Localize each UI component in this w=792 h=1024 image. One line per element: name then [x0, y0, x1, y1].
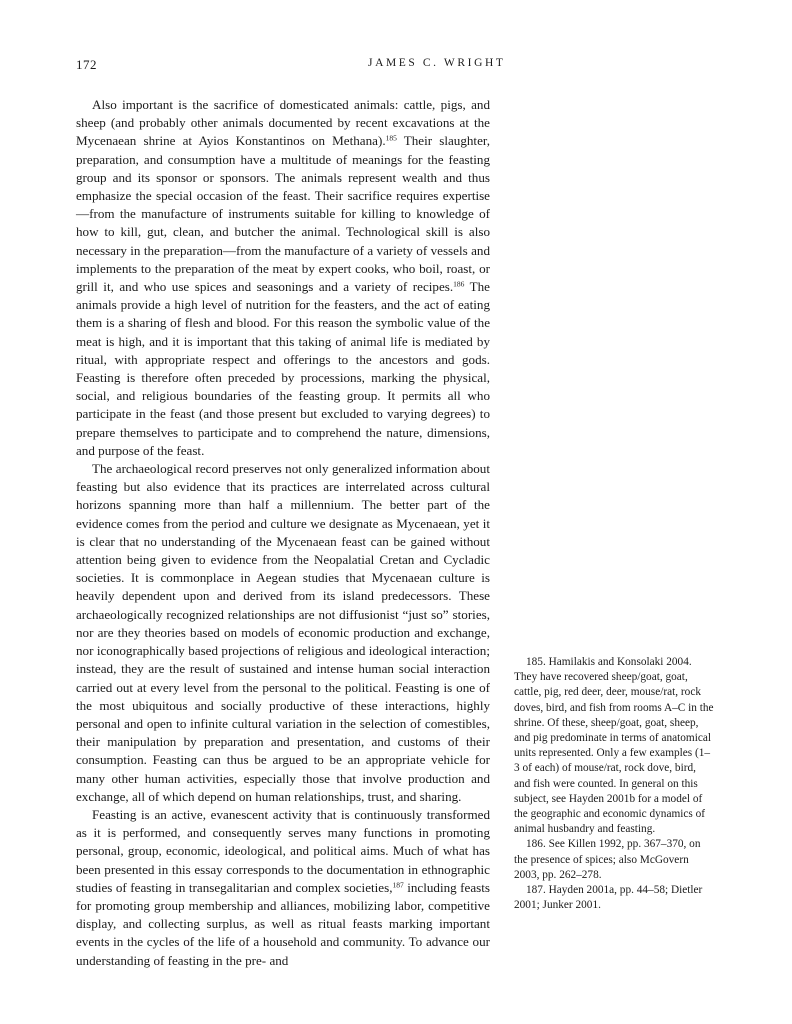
footnote-186: 186. See Killen 1992, pp. 367–370, on the presence of spices; also McGovern 2003, pp. 262–278. [514, 838, 701, 881]
running-head: JAMES C. WRIGHT [368, 57, 506, 69]
note-ref-187: 187 [392, 880, 404, 890]
page-number: 172 [76, 57, 97, 72]
paragraph-1-part-b: Their slaughter, preparation, and consumption have a multitude of meanings for the feasting group and its sponsor or sponsors. The animals represent wealth and thus emphasize the special occasion of the feast. Their sacrifice requires expertise—from the manufacture of instruments suitable for killing to knowledge of how to kill, gut, clean, and butcher the animal. Technological skill is also necessary in the preparation—from the manufacture of a variety of vessels and implements to the preparation of the meat by expert cooks, who boil, roast, or grill it, and who use spices and seasonings and a variety of recipes. [76, 133, 490, 295]
paragraph-1-part-c: The animals provide a high level of nutrition for the feasters, and the act of eating them is a sharing of flesh and blood. For this reason the symbolic value of the meat is high, and it is important that this taking of animal life is mediated by ritual, with appropriate respect and offerings to the ancestors and gods. Feasting is therefore often preceded by processions, marking the physical, social, and religious boundaries of the feasting group. It permits all who participate in the feast (and those present but excluded to varying degrees) to prepare themselves to participate and to comprehend the nature, dimensions, and purpose of the feast. [76, 279, 490, 458]
note-ref-186: 186 [453, 279, 465, 289]
footnote-185: 185. Hamilakis and Konsolaki 2004. They have recovered sheep/goat, goat, cattle, pig, red deer, deer, mouse/rat, rock doves, bird, and fish from rooms A–C in the shrine. Of these, sheep/goat, goat, sheep, and pig predominate in terms of anatomical units represented. Only a few examples (1–3 of each) of mouse/rat, rock dove, bird, and fish were counted. In general on this subject, see Hayden 2001b for a model of the geographic and economic dynamics of animal husbandry and feasting. [514, 656, 714, 836]
paragraph-1 [76, 96, 490, 460]
paragraph-3-part-b: including feasts for promoting group membership and alliances, mobilizing labor, competitive display, and collecting surplus, as well as ritual feasts marking important events in the cycles of the life of a household and community. To advance our understanding of feasting in the pre- and [76, 879, 490, 968]
paragraph-3 [76, 806, 490, 970]
paragraph-1-part-a: Also important is the sacrifice of domesticated animals: cattle, pigs, and sheep (and probably other animals documented by recent excavations at the Mycenaean shrine at Ayios Konstantinos on Methana). [76, 97, 490, 149]
footnotes [514, 655, 714, 913]
paragraph-2: The archaeological record preserves not only generalized information about feasting but also evidence that its practices are interrelated across cultural horizons spanning more than half a millennium. The better part of the evidence comes from the period and culture we designate as Mycenaean, yet it is clear that no understanding of the Mycenaean feast can be gained without attention being given to evidence from the Neopalatial Cretan and Cycladic societies. It is commonplace in Aegean studies that Mycenaean culture is heavily dependent upon and derived from its island predecessors. These archaeologically recognized relationships are not diffusionist “just so” stories, nor are they theories based on models of economic production and exchange, nor iconographically based projections of religious and ideological interaction; instead, they are the result of sustained and intense human social interaction carried out at every level from the personal to the political. Feasting is one of the most ubiquitous and socially productive of these interactions, highly personal and open to infinite cultural variation in the selection of comestibles, their manipulation by preparation and presentation, and customs of their consumption. Feasting can thus be argued to be an appropriate vehicle for many other human activities, especially those that involve production and exchange, all of which depend on human relationships, trust, and sharing. [76, 461, 490, 804]
paragraph-3-part-a: Feasting is an active, evanescent activity that is continuously transformed as it is performed, and consequently serves many functions in promoting personal, group, economic, ideological, and political aims. Much of what has been presented in this essay corresponds to the documentation in ethnographic studies of feasting in transegalitarian and complex societies, [76, 806, 490, 895]
main-text [76, 96, 490, 970]
note-ref-185: 185 [385, 133, 397, 143]
footnote-187: 187. Hayden 2001a, pp. 44–58; Dietler 2001; Junker 2001. [514, 884, 703, 912]
